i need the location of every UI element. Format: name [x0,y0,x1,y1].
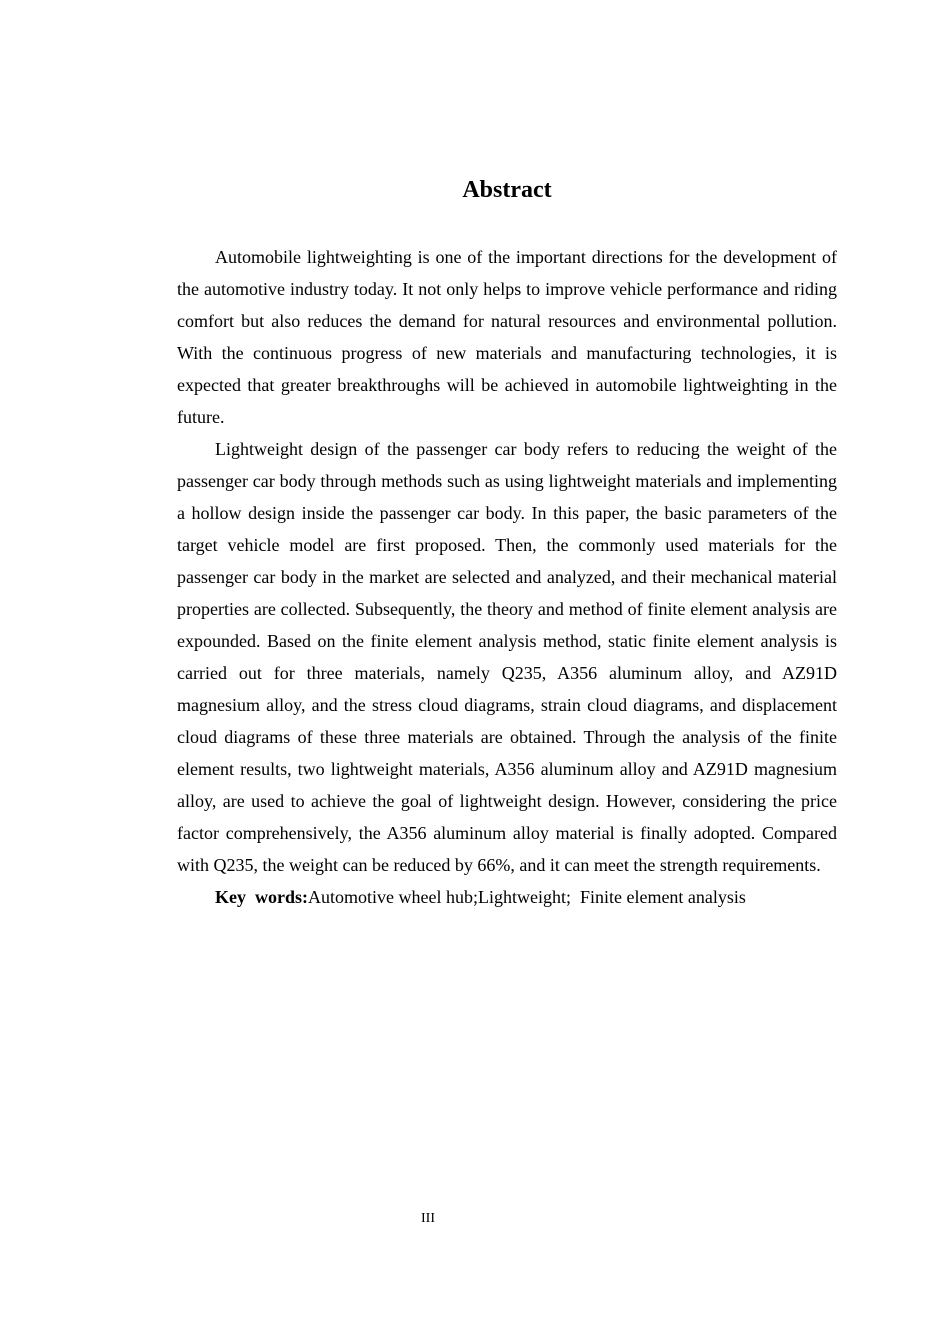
abstract-title: Abstract [462,177,552,203]
abstract-paragraph-1: Automobile lightweighting is one of the important directions for the development of the automotive industry today. It not only helps to improve vehicle performance and riding comfort but also reduces the demand for natural resources and environmental pollution. With the continuous progress of new materials and manufacturing technologies, it is expected that greater breakthroughs will be achieved in automobile lightweighting in the future. [177,247,837,427]
keywords-line [177,881,837,913]
keywords-label: Key words: [215,887,308,907]
abstract-body [177,241,837,913]
keywords-text: Automotive wheel hub;Lightweight; Finite element analysis [308,887,746,907]
page-number: III [421,1211,435,1226]
abstract-paragraph-2: Lightweight design of the passenger car body refers to reducing the weight of the passenger car body through methods such as using lightweight materials and implementing a hollow design inside the passenger car body. In this paper, the basic parameters of the target vehicle model are first proposed. Then, the commonly used materials for the passenger car body in the market are selected and analyzed, and their mechanical material properties are collected. Subsequently, the theory and method of finite element analysis are expounded. Based on the finite element analysis method, static finite element analysis is carried out for three materials, namely Q235, A356 aluminum alloy, and AZ91D magnesium alloy, and the stress cloud diagrams, strain cloud diagrams, and displacement cloud diagrams of these three materials are obtained. Through the analysis of the finite element results, two lightweight materials, A356 aluminum alloy and AZ91D magnesium alloy, are used to achieve the goal of lightweight design. However, considering the price factor comprehensively, the A356 aluminum alloy material is finally adopted. Compared with Q235, the weight can be reduced by 66%, and it can meet the strength requirements. [177,439,837,875]
